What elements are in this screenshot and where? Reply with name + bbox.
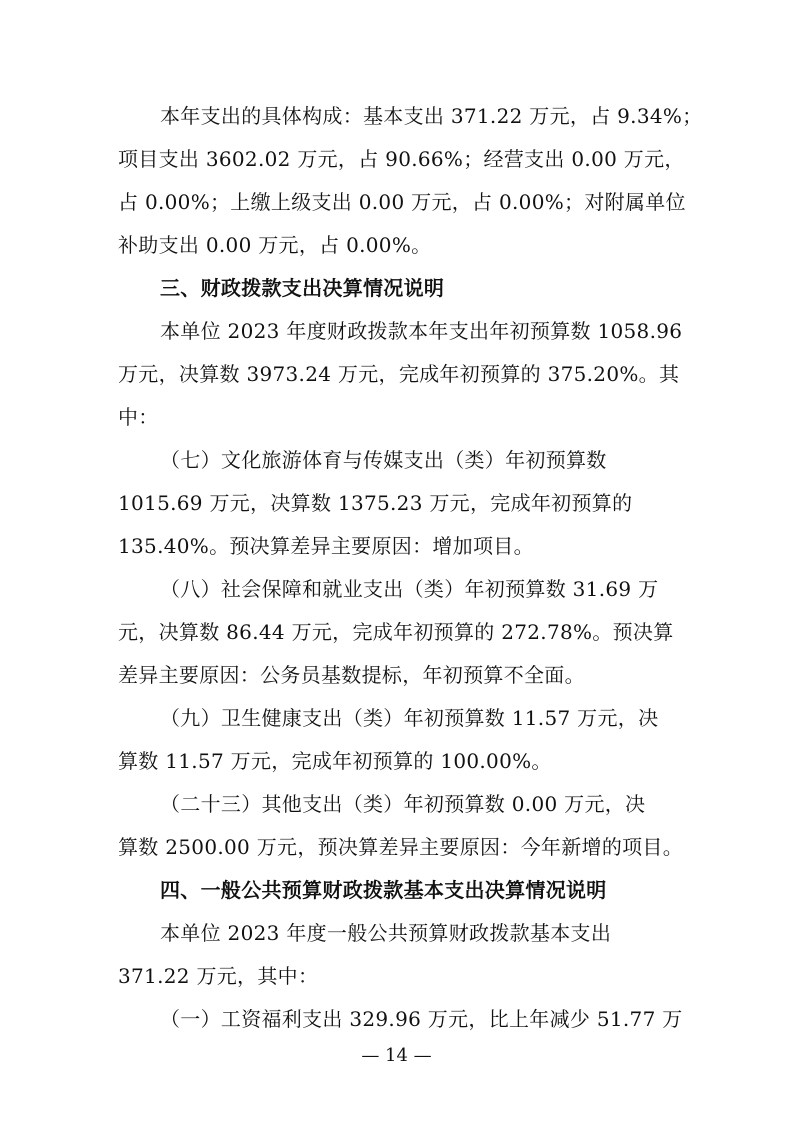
paragraph-line: 万元，决算数 3973.24 万元，完成年初预算的 375.20%。其 bbox=[118, 362, 680, 386]
paragraph-line: 135.40%。预决算差异主要原因：增加项目。 bbox=[118, 534, 534, 558]
paragraph-line: （一）工资福利支出 329.96 万元，比上年减少 51.77 万 bbox=[160, 1007, 683, 1031]
paragraph-line: 1015.69 万元，决算数 1375.23 万元，完成年初预算的 bbox=[118, 491, 633, 515]
section-heading: 四、一般公共预算财政拨款基本支出决算情况说明 bbox=[160, 878, 607, 902]
section-heading: 三、财政拨款支出决算情况说明 bbox=[160, 276, 445, 300]
paragraph-line: 算数 2500.00 万元，预决算差异主要原因：今年新增的项目。 bbox=[118, 835, 684, 859]
page-number: — 14 — bbox=[361, 1045, 432, 1066]
paragraph-line: 差异主要原因：公务员基数提标，年初预算不全面。 bbox=[118, 663, 585, 687]
paragraph-line: （八）社会保障和就业支出（类）年初预算数 31.69 万 bbox=[160, 577, 659, 601]
paragraph-line: 本单位 2023 年度财政拨款本年支出年初预算数 1058.96 bbox=[160, 319, 683, 343]
paragraph-line: 371.22 万元，其中： bbox=[118, 964, 319, 988]
paragraph-line: 本单位 2023 年度一般公共预算财政拨款基本支出 bbox=[160, 921, 612, 945]
paragraph-line: 元，决算数 86.44 万元，完成年初预算的 272.78%。预决算 bbox=[118, 620, 674, 644]
paragraph-line: 算数 11.57 万元，完成年初预算的 100.00%。 bbox=[118, 749, 552, 773]
paragraph-line: （二十三）其他支出（类）年初预算数 0.00 万元，决 bbox=[160, 792, 646, 816]
paragraph-line: 项目支出 3602.02 万元，占 90.66%；经营支出 0.00 万元， bbox=[118, 147, 685, 171]
paragraph-line: 补助支出 0.00 万元，占 0.00%。 bbox=[118, 233, 432, 257]
paragraph-line: （七）文化旅游体育与传媒支出（类）年初预算数 bbox=[160, 448, 607, 472]
paragraph-line: 中： bbox=[118, 405, 159, 429]
paragraph-line: （九）卫生健康支出（类）年初预算数 11.57 万元，决 bbox=[160, 706, 659, 730]
paragraph-line: 占 0.00%；上缴上级支出 0.00 万元，占 0.00%；对附属单位 bbox=[118, 190, 686, 214]
paragraph-line: 本年支出的具体构成：基本支出 371.22 万元，占 9.34%； bbox=[160, 104, 703, 128]
